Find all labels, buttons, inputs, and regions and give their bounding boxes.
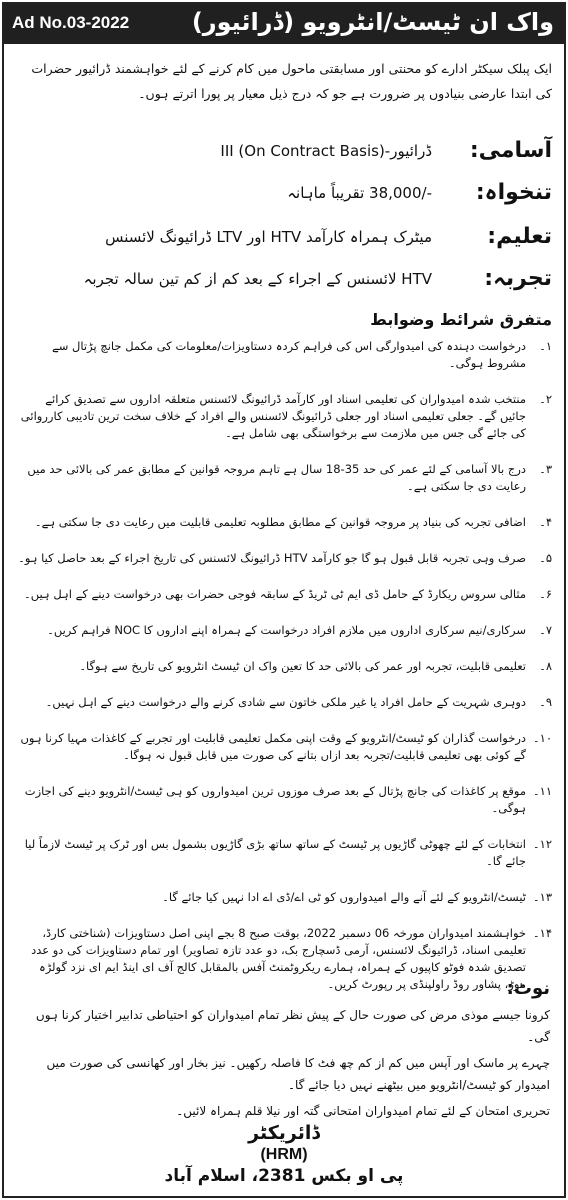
item-number: ۵۔	[539, 551, 552, 565]
item-number: ۳۔	[539, 462, 552, 476]
list-item	[18, 925, 552, 993]
item-text: دوہری شہریت کے حامل افراد یا غیر ملکی خاتون سے شادی کرنے والے درخواست دینے کے اہل نہیں۔	[45, 695, 526, 709]
field-value: HTV لائسنس کے اجراء کے بعد کم از کم تین سالہ تجربہ	[83, 270, 432, 288]
item-text: تعلیمی قابلیت، تجربہ اور عمر کی بالائی حد کا تعین واک ان ٹیسٹ انٹرویو کی تاریخ سے ہوگا۔	[79, 659, 526, 673]
item-number: ۱۲۔	[532, 837, 552, 851]
field-education	[14, 224, 552, 258]
intro-paragraph: ایک پبلک سیکٹر ادارے کو محنتی اور مسابقتی ماحول میں کام کرنے کے لئے خواہشمند ڈرائیور حضرات کی ابتدا عارضی بنیادوں پر ضرورت ہے جو کہ درج ذیل معیار پر پورا اترتے ہوں۔	[31, 61, 552, 101]
item-text: درخواست دہندہ کی امیدوارگی اس کی فراہم کردہ دستاویزات/معلومات کی مکمل جانچ پڑتال سے مشروط ہوگی۔	[52, 339, 526, 370]
ad-number: Ad No.03-2022	[12, 13, 130, 32]
item-number: ۷۔	[539, 623, 552, 637]
item-text: انتخابات کے لئے چھوٹی گاڑیوں پر ٹیسٹ کے ساتھ ساتھ بڑی گاڑیوں بشمول بس اور ٹرک پر ٹیسٹ لازماً لیا جائے گا۔	[24, 837, 526, 868]
postal-address: پی او بکس 2381، اسلام آباد	[164, 1166, 404, 1186]
list-item	[18, 391, 552, 442]
item-text: منتخب شدہ امیدواران کی تعلیمی اسناد اور کارآمد ڈرائیونگ لائسنس متعلقہ اداروں سے تصدیق کرائے جائیں گے۔ جعلی تعلیمی اسناد اور جعلی ڈرائیونگ لائسنس والے افراد کے خلاف سخت ترین تادیبی کارروائی کی جائے گی جس میں ملازمت سے برخواستگی بھی شامل ہے۔	[20, 392, 526, 440]
item-text: مثالی سروس ریکارڈ کے حامل ڈی ایم ٹی ٹریڈ کے سابقہ فوجی حضرات بھی درخواست دینے کے اہل ہیں۔	[23, 587, 526, 601]
item-text: درخواست گذاران کو ٹیسٹ/انٹرویو کے وقت اپنی مکمل تعلیمی قابلیت اور تجربے کے کاغذات مہیا کرنا ہوں گے کوئی بھی تعلیمی قابلیت/تجربہ بعد ازاں بتانے کی صورت میں قابل قبول نہ ہوگا۔	[20, 731, 526, 762]
advertisement	[2, 2, 566, 1198]
list-item	[18, 622, 552, 639]
item-number: ۱۔	[539, 339, 552, 353]
item-number: ۲۔	[539, 392, 552, 406]
list-item	[18, 730, 552, 764]
item-number: ۴۔	[539, 515, 552, 529]
list-item	[18, 658, 552, 675]
item-text: اضافی تجربہ کی بنیاد پر مروجہ قوانین کے مطابق مطلوبہ تعلیمی قابلیت میں رعایت دی جا سکتی ہے۔	[34, 515, 526, 529]
list-item	[18, 461, 552, 495]
note-line: کرونا جیسے موذی مرض کی صورت حال کے پیش نظر تمام امیدواران کو احتیاطی تدابیر اختیار کرنا ہوں گی۔	[35, 1008, 550, 1044]
notes	[18, 1004, 550, 1126]
list-item	[18, 889, 552, 906]
list-item	[18, 694, 552, 711]
field-salary	[14, 180, 552, 214]
item-number: ۱۳۔	[532, 890, 552, 904]
item-number: ۶۔	[539, 587, 552, 601]
footer-signature	[154, 1122, 414, 1198]
field-value: -/38,000 تقریباً ماہانہ	[287, 184, 432, 202]
field-value: ڈرائیور-III (On Contract Basis)	[220, 142, 432, 160]
field-post	[14, 138, 552, 172]
field-experience	[14, 266, 552, 300]
field-label: تنخواہ:	[475, 180, 552, 205]
note-line: تحریری امتحان کے لئے تمام امیدواران امتحانی گتہ اور نیلا قلم ہمراہ لائیں۔	[176, 1104, 550, 1118]
field-label: تجربہ:	[484, 266, 552, 291]
director-title: ڈائریکٹر	[248, 1122, 320, 1144]
item-number: ۸۔	[539, 659, 552, 673]
item-number: ۹۔	[539, 695, 552, 709]
note-line: چہرے پر ماسک اور آپس میں کم از کم چھ فٹ کا فاصلہ رکھیں۔ نیز بخار اور کھانسی کی صورت میں امیدوار کو ٹیسٹ/انٹرویو میں بیٹھنے نہیں دیا جائے گا۔	[46, 1056, 550, 1092]
section-title: متفرق شرائط وضوابط	[370, 310, 552, 329]
list-item	[18, 338, 552, 372]
item-text: موقع پر کاغذات کی جانچ پڑتال کے بعد صرف موزوں ترین امیدواروں کو ہی ٹیسٹ/انٹرویو دینے کی اجازت ہوگی۔	[24, 784, 526, 815]
item-number: ۱۰۔	[532, 731, 552, 745]
item-number: ۱۴۔	[532, 926, 552, 940]
ad-title: واک ان ٹیسٹ/انٹرویو (ڈرائیور)	[191, 8, 554, 36]
field-label: آسامی:	[469, 138, 552, 163]
header-bar	[4, 4, 564, 44]
list-item	[18, 836, 552, 870]
terms-list	[18, 338, 552, 1012]
field-label: تعلیم:	[487, 224, 552, 249]
item-text: خواہشمند امیدواران مورخہ 06 دسمبر 2022، بوقت صبح 8 بجے اپنی اصل دستاویزات (شناختی کارڈ، تعلیمی اسناد، ڈرائیونگ لائسنس، آرمی ڈسچارج بک، دو عدد تازہ تصاویر) اور تمام دستاویزات کی دو عدد تصدیق شدہ فوٹو کاپیوں کے ہمراہ، ہمارے ریکروٹمنٹ آفس بالمقابل کالج آف ای اینڈ ایم ای نزد گولڑہ موڑ، پشاور روڈ راولپنڈی پر رپورٹ کریں۔	[31, 926, 526, 991]
item-text: سرکاری/نیم سرکاری اداروں میں ملازم افراد درخواست کے ہمراہ اپنے اداروں کا NOC فراہم کریں۔	[47, 623, 526, 637]
list-item	[18, 783, 552, 817]
field-value: میٹرک ہمراہ کارآمد HTV اور LTV ڈرائیونگ لائسنس	[105, 228, 432, 246]
department: (HRM)	[260, 1146, 308, 1163]
list-item	[18, 586, 552, 603]
note-title: نوٹ:	[506, 978, 550, 999]
list-item	[18, 550, 552, 567]
item-number: ۱۱۔	[532, 784, 552, 798]
item-text: ٹیسٹ/انٹرویو کے لئے آنے والے امیدواروں کو ٹی اے/ڈی اے ادا نہیں کیا جائے گا۔	[162, 890, 526, 904]
item-text: درج بالا آسامی کے لئے عمر کی حد 35-18 سال ہے تاہم مروجہ قوانین کے مطابق عمر کی بالائی حد میں رعایت دی جا سکتی ہے۔	[27, 462, 526, 493]
list-item	[18, 514, 552, 531]
item-text: صرف وہی تجربہ قابل قبول ہو گا جو کارآمد HTV ڈرائیونگ لائسنس کی تاریخ اجراء کے بعد حاصل کیا ہو۔	[18, 551, 526, 565]
